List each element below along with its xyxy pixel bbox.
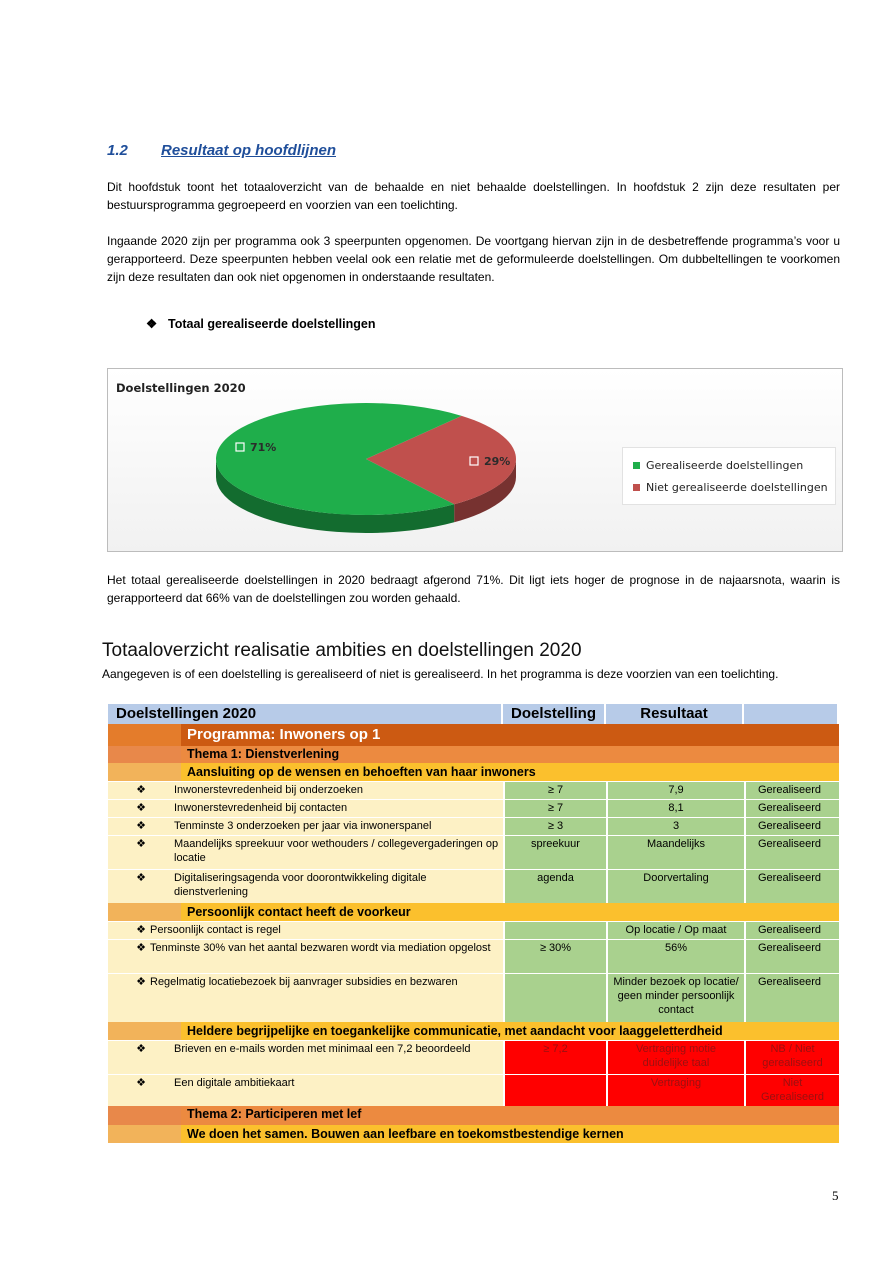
programma-label: Programma: Inwoners op 1 (181, 724, 839, 746)
diamond-bullet-icon: ❖ (136, 1077, 146, 1089)
table-row (108, 921, 839, 939)
row-status: Gerealiseerd (744, 869, 839, 903)
subtheme-label: We doen het samen. Bouwen aan leefbare en toekomstbestendige kernen (181, 1125, 839, 1143)
thema-band (108, 746, 839, 763)
table-row (108, 939, 839, 973)
row-text: Inwonerstevredenheid bij contacten (174, 802, 348, 814)
row-target: ≥ 7,2 (503, 1040, 606, 1074)
row-target (503, 921, 606, 939)
table-row (108, 781, 839, 799)
diamond-bullet-icon: ❖ (136, 872, 146, 884)
row-result: 8,1 (606, 799, 744, 817)
row-target: spreekuur (503, 835, 606, 869)
speerpunten-paragraph: Ingaande 2020 zijn per programma ook 3 speerpunten opgenomen. De voortgang hiervan zijn in de desbetreffende programma’s voor u gerapporteerd. Deze speerpunten hebben veelal ook een relatie met de geformuleerde doelstellingen. Om dubbeltellingen te voorkomen zijn deze resultaten dan ook niet opgenomen in onderstaande resultaten. (107, 234, 840, 284)
pie-chart-panel (107, 368, 843, 552)
header-goals: Doelstellingen 2020 (108, 704, 503, 724)
row-result: Vertraging motie duidelijke taal (606, 1040, 744, 1074)
row-target (503, 1074, 606, 1106)
legend-item-realised (633, 459, 803, 472)
section-heading (107, 142, 336, 159)
row-target: ≥ 30% (503, 939, 606, 973)
row-result: Op locatie / Op maat (606, 921, 744, 939)
table-row (108, 1040, 839, 1074)
subtheme-band (108, 1125, 839, 1143)
diamond-bullet-icon: ❖ (136, 1043, 146, 1055)
row-status: Niet Gerealiseerd (744, 1074, 839, 1106)
legend-label: Gerealiseerde doelstellingen (646, 459, 804, 472)
section-heading-title: Resultaat op hoofdlijnen (161, 142, 336, 159)
row-status: Gerealiseerd (744, 781, 839, 799)
subtheme-label: Aansluiting op de wensen en behoeften van haar inwoners (181, 763, 839, 781)
legend-item-not-realised (633, 481, 828, 494)
thema-label: Thema 2: Participeren met lef (181, 1106, 839, 1125)
header-status (744, 704, 839, 724)
svg-text:71%: 71% (250, 441, 277, 454)
row-status: Gerealiseerd (744, 973, 839, 1022)
row-status: Gerealiseerd (744, 921, 839, 939)
row-text: Maandelijks spreekuur voor wethouders / collegevergaderingen op locatie (174, 838, 499, 864)
row-target: ≥ 7 (503, 799, 606, 817)
table-row (108, 1074, 839, 1106)
table-header (108, 704, 839, 724)
table-row (108, 817, 839, 835)
row-text: Inwonerstevredenheid bij onderzoeken (174, 784, 363, 796)
diamond-bullet-icon: ❖ (136, 802, 146, 814)
diamond-bullet-icon: ❖ (146, 317, 158, 331)
bullet-heading-text: Totaal gerealiseerde doelstellingen (168, 317, 376, 331)
header-result: Resultaat (606, 704, 744, 724)
svg-text:29%: 29% (484, 455, 511, 468)
subtheme-band (108, 903, 839, 921)
diamond-bullet-icon: ❖ (136, 924, 146, 936)
row-result: Maandelijks (606, 835, 744, 869)
row-target: agenda (503, 869, 606, 903)
subtheme-label: Heldere begrijpelijke en toegankelijke communicatie, met aandacht voor laaggeletterdheid (181, 1022, 839, 1040)
row-status: Gerealiseerd (744, 939, 839, 973)
row-text: Persoonlijk contact is regel (150, 924, 281, 936)
row-status: Gerealiseerd (744, 799, 839, 817)
row-status: Gerealiseerd (744, 835, 839, 869)
row-text: Brieven en e-mails worden met minimaal een 7,2 beoordeeld (174, 1043, 471, 1055)
subtheme-label: Persoonlijk contact heeft de voorkeur (181, 903, 839, 921)
row-status: Gerealiseerd (744, 817, 839, 835)
diamond-bullet-icon: ❖ (136, 784, 146, 796)
table-row (108, 835, 839, 869)
bullet-heading (146, 316, 375, 331)
overview-title: Totaaloverzicht realisatie ambities en doelstellingen 2020 (102, 640, 582, 661)
row-result: 7,9 (606, 781, 744, 799)
row-status: NB / Niet gerealiseerd (744, 1040, 839, 1074)
legend-swatch (633, 462, 640, 469)
diamond-bullet-icon: ❖ (136, 820, 146, 832)
intro-paragraph: Dit hoofdstuk toont het totaaloverzicht van de behaalde en niet behaalde doelstellingen. In hoofdstuk 2 zijn deze resultaten per bestuursprogramma gegroepeerd en voorzien van een toelichting. (107, 180, 840, 212)
diamond-bullet-icon: ❖ (136, 942, 146, 954)
page-number: 5 (832, 1188, 839, 1203)
chart-legend (622, 447, 836, 505)
legend-label: Niet gerealiseerde doelstellingen (646, 481, 828, 494)
row-target (503, 973, 606, 1022)
chart-title: Doelstellingen 2020 (116, 381, 246, 395)
total-paragraph: Het totaal gerealiseerde doelstellingen in 2020 bedraagt afgerond 71%. Dit ligt iets hoger de prognose in de najaarsnota, waarin is gerapporteerd dat 66% van de doelstellingen zou worden gehaald. (107, 573, 840, 605)
legend-swatch (633, 484, 640, 491)
row-text: Tenminste 3 onderzoeken per jaar via inwonerspanel (174, 820, 432, 832)
diamond-bullet-icon: ❖ (136, 976, 146, 988)
section-number: 1.2 (107, 142, 128, 159)
row-text: Digitaliseringsagenda voor doorontwikkeling digitale dienstverlening (174, 872, 427, 898)
row-result: Minder bezoek op locatie/ geen minder persoonlijk contact (606, 973, 744, 1022)
programma-band (108, 724, 839, 746)
header-target: Doelstelling (503, 704, 606, 724)
overview-subtitle: Aangegeven is of een doelstelling is gerealiseerd of niet is gerealiseerd. In het programma is deze voorzien van een toelichting. (102, 667, 779, 681)
goals-table (108, 704, 839, 1143)
subtheme-band (108, 1022, 839, 1040)
subtheme-band (108, 763, 839, 781)
thema-label: Thema 1: Dienstverlening (181, 746, 839, 763)
row-result: 3 (606, 817, 744, 835)
thema-band (108, 1106, 839, 1125)
table-row (108, 973, 839, 1022)
table-row (108, 869, 839, 903)
row-result: 56% (606, 939, 744, 973)
row-target: ≥ 7 (503, 781, 606, 799)
row-result: Vertraging (606, 1074, 744, 1106)
table-row (108, 799, 839, 817)
row-text: Regelmatig locatiebezoek bij aanvrager subsidies en bezwaren (150, 976, 458, 988)
row-text: Een digitale ambitiekaart (174, 1077, 295, 1089)
row-target: ≥ 3 (503, 817, 606, 835)
diamond-bullet-icon: ❖ (136, 838, 146, 850)
row-result: Doorvertaling (606, 869, 744, 903)
row-text: Tenminste 30% van het aantal bezwaren wordt via mediation opgelost (150, 942, 491, 954)
